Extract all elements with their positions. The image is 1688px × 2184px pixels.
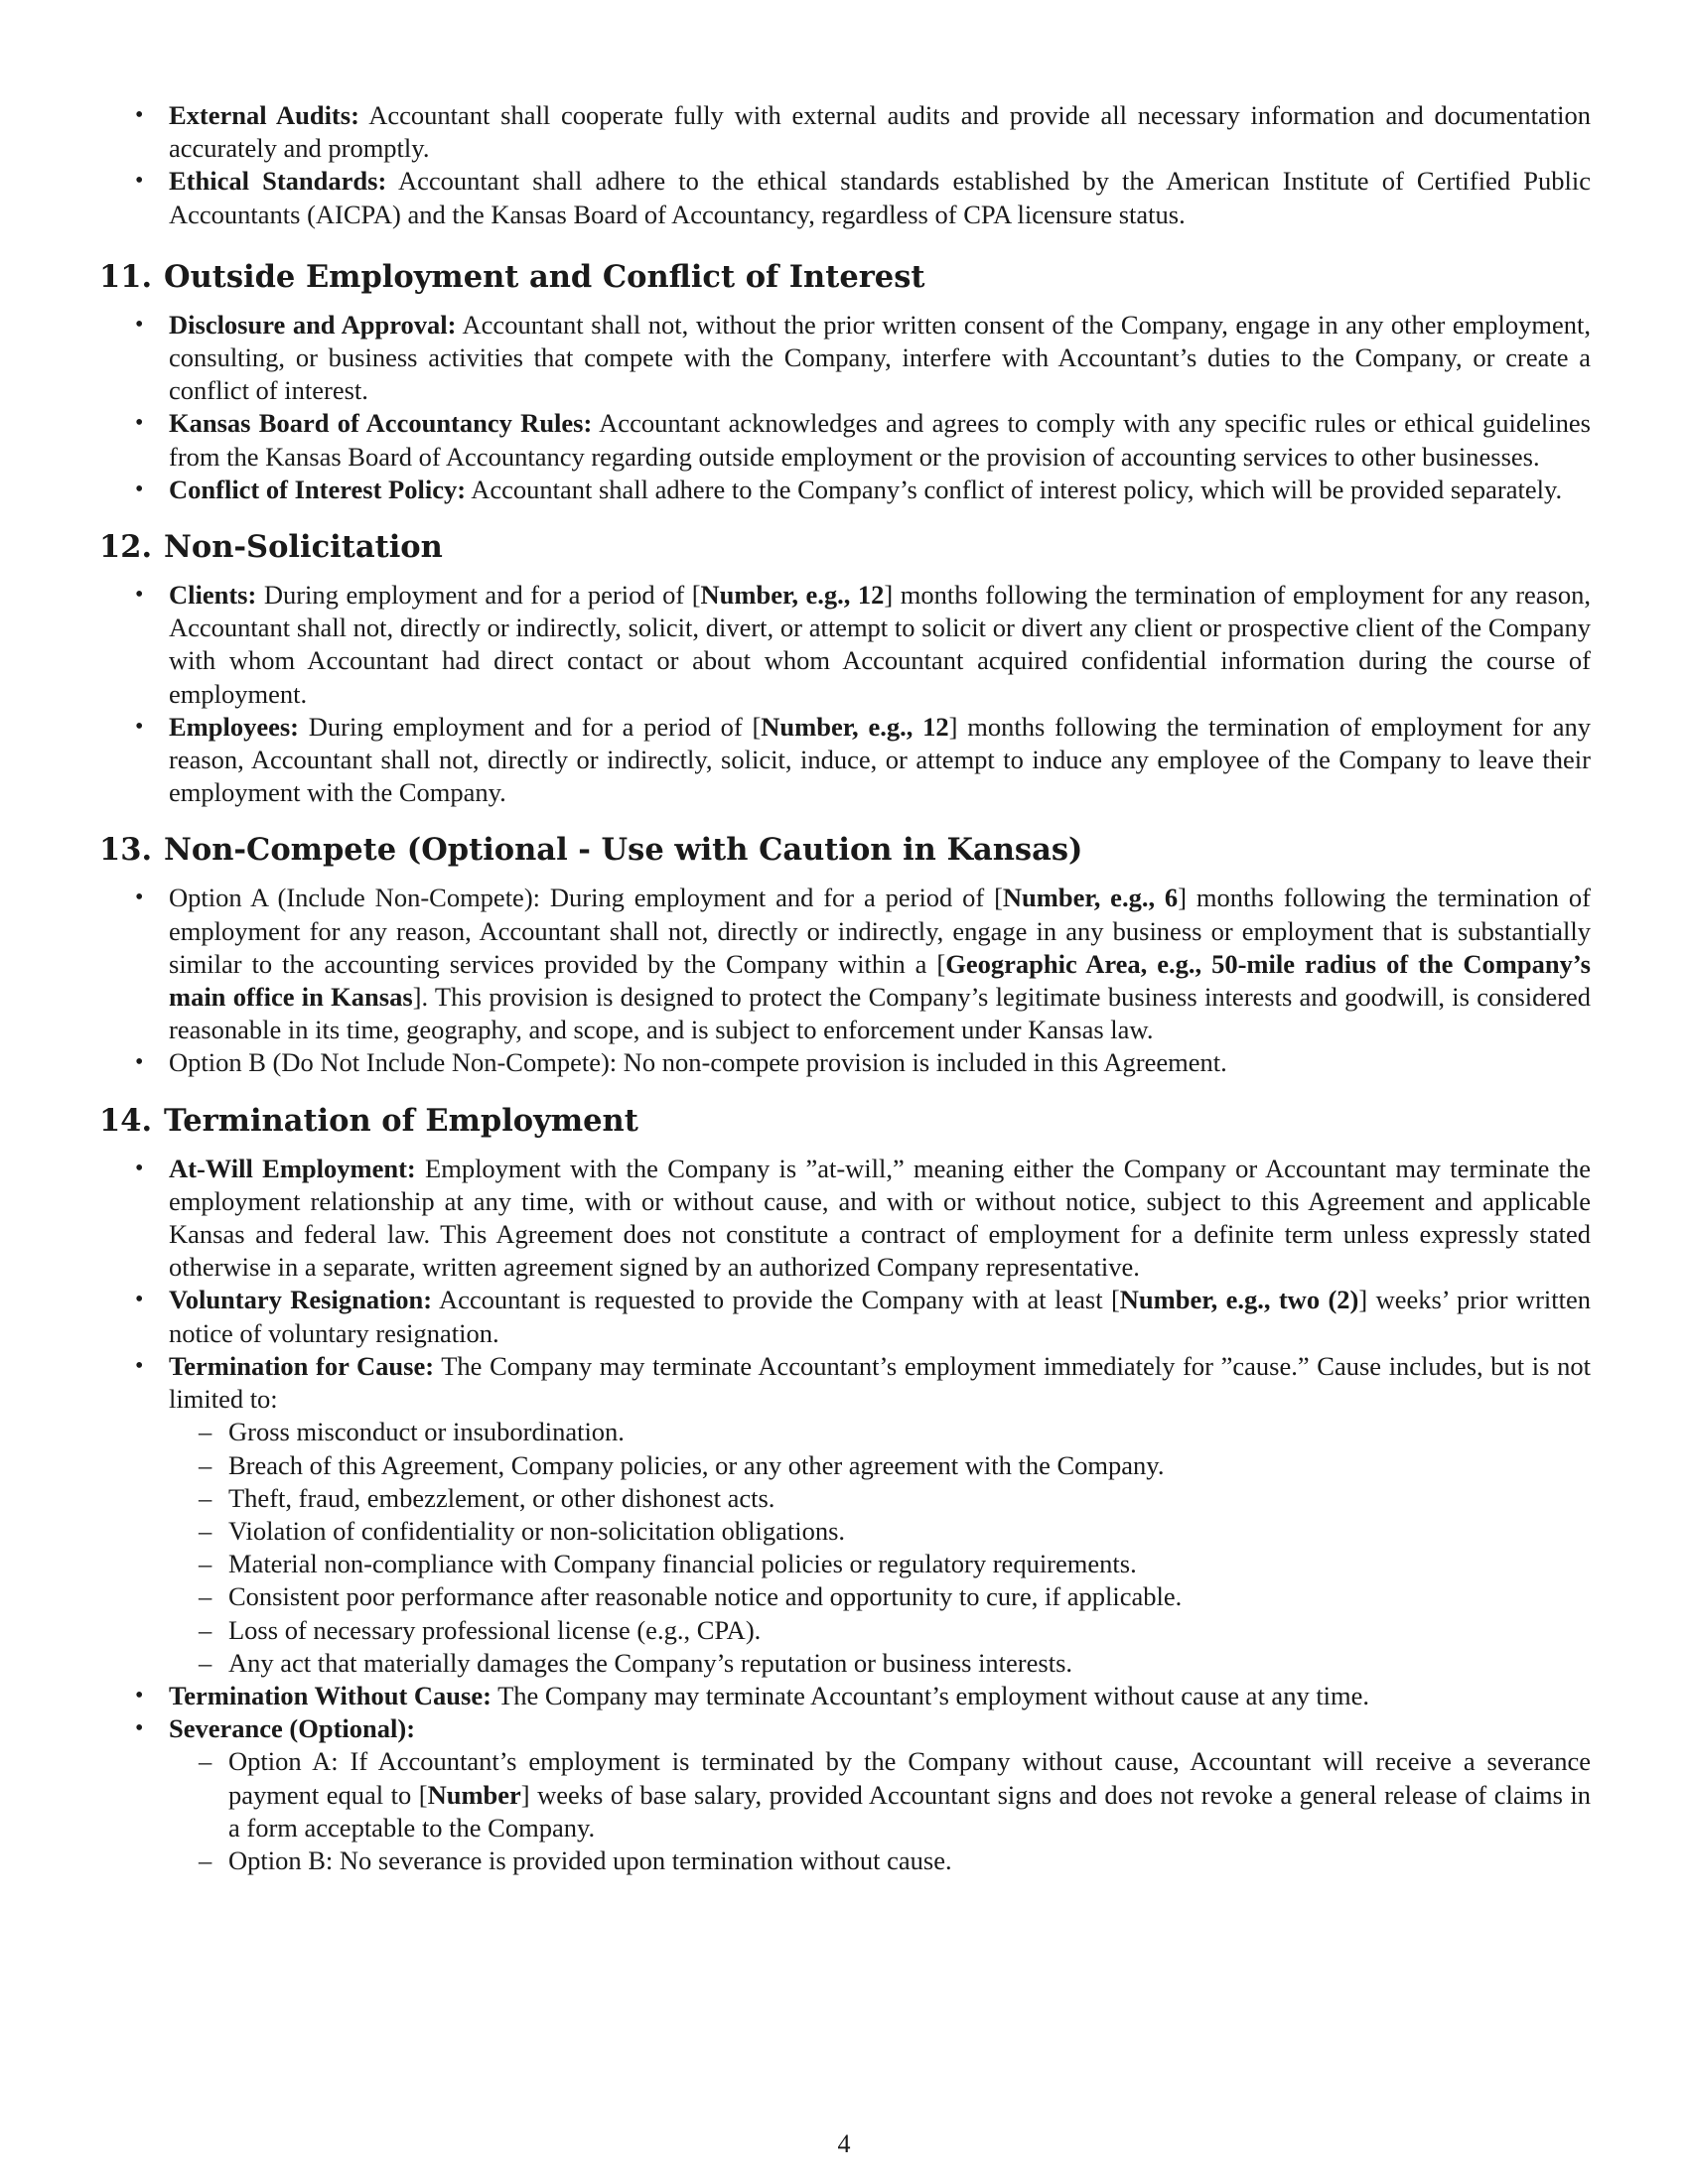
list-item: • Option A (Include Non-Compete): During employment and for a period of [Number, e.g., 6] months following the termination of employment for any reason, Accountant shall not, directly or indirectly, engage in any business or employment that is substantially similar to the accounting services provided by the Company within a [Geographic Area, e.g., 50-mile radius of the Company’s main office in Kansas]. This provision is designed to protect the Company’s legitimate business interests and goodwill, is considered reasonable in its time, geography, and scope, and is subject to enforcement under Kansas law. <box>99 882 1591 1046</box>
section-12 <box>99 527 1591 567</box>
list-item: • At-Will Employment: Employment with the Company is ”at-will,” meaning either the Company or Accountant may terminate the employment relationship at any time, with or without cause, and with or without notice, subject to this Agreement and applicable Kansas and federal law. This Agreement does not constitute a contract of employment for a definite term unless expressly stated otherwise in a separate, written agreement signed by an authorized Company representative. <box>99 1153 1591 1285</box>
section-12-list <box>99 579 1591 809</box>
section-14 <box>99 1101 1591 1141</box>
section-heading: 14. Termination of Employment <box>99 1102 638 1139</box>
list-item: • Ethical Standards: Accountant shall adhere to the ethical standards established by the American Institute of Certified Public Accountants (AICPA) and the Kansas Board of Accountancy, regardless of CPA licensure status. <box>99 165 1591 230</box>
intro-list <box>99 99 1591 231</box>
sub-list-item: – Gross misconduct or insubordination. <box>99 1416 1591 1448</box>
list-item: • Voluntary Resignation: Accountant is requested to provide the Company with at least [Number, e.g., two (2)] weeks’ prior written notice of voluntary resignation. <box>99 1284 1591 1349</box>
sub-list-item: – Loss of necessary professional license (e.g., CPA). <box>99 1614 1591 1647</box>
list-item: • Termination Without Cause: The Company may terminate Accountant’s employment without cause at any time. <box>99 1680 1591 1712</box>
sub-list-item: – Theft, fraud, embezzlement, or other dishonest acts. <box>99 1482 1591 1515</box>
list-item: • Kansas Board of Accountancy Rules: Accountant acknowledges and agrees to comply with any specific rules or ethical guidelines from the Kansas Board of Accountancy regarding outside employment or the provision of accounting services to other businesses. <box>99 407 1591 473</box>
list-item: • Option B (Do Not Include Non-Compete): No non-compete provision is included in this Agreement. <box>99 1046 1591 1079</box>
section-13 <box>99 830 1591 870</box>
section-heading: 11. Outside Employment and Conflict of Interest <box>99 258 925 295</box>
section-13-list <box>99 882 1591 1079</box>
document-page <box>99 99 1591 1877</box>
list-item: • Termination for Cause: The Company may terminate Accountant’s employment immediately for ”cause.” Cause includes, but is not limited to: <box>99 1350 1591 1416</box>
section-heading: 13. Non-Compete (Optional - Use with Caution in Kansas) <box>99 832 1083 869</box>
section-14-list <box>99 1153 1591 1877</box>
page-number: 4 <box>837 2129 851 2158</box>
section-11 <box>99 257 1591 297</box>
sub-list-item: – Breach of this Agreement, Company policies, or any other agreement with the Company. <box>99 1449 1591 1482</box>
list-item: • Employees: During employment and for a period of [Number, e.g., 12] months following the termination of employment for any reason, Accountant shall not, directly or indirectly, solicit, induce, or attempt to induce any employee of the Company to leave their employment with the Company. <box>99 711 1591 810</box>
list-item: • External Audits: Accountant shall cooperate fully with external audits and provide all necessary information and documentation accurately and promptly. <box>99 99 1591 165</box>
sub-list-item: – Material non-compliance with Company financial policies or regulatory requirements. <box>99 1548 1591 1580</box>
sub-list-item: – Consistent poor performance after reasonable notice and opportunity to cure, if applicable. <box>99 1580 1591 1613</box>
section-heading: 12. Non-Solicitation <box>99 529 443 566</box>
sub-list-item: – Violation of confidentiality or non-solicitation obligations. <box>99 1515 1591 1548</box>
list-item: • Conflict of Interest Policy: Accountant shall adhere to the Company’s conflict of interest policy, which will be provided separately. <box>99 474 1591 506</box>
sub-list-item: – Option B: No severance is provided upon termination without cause. <box>99 1844 1591 1877</box>
section-11-list <box>99 309 1591 506</box>
list-item: • Clients: During employment and for a period of [Number, e.g., 12] months following the termination of employment for any reason, Accountant shall not, directly or indirectly, solicit, divert, or attempt to solicit or divert any client or prospective client of the Company with whom Accountant had direct contact or about whom Accountant acquired confidential information during the course of employment. <box>99 579 1591 711</box>
list-item: • Disclosure and Approval: Accountant shall not, without the prior written consent of the Company, engage in any other employment, consulting, or business activities that compete with the Company, interfere with Accountant’s duties to the Company, or create a conflict of interest. <box>99 309 1591 408</box>
sub-list-item: – Any act that materially damages the Company’s reputation or business interests. <box>99 1647 1591 1680</box>
sub-list-item: – Option A: If Accountant’s employment is terminated by the Company without cause, Accountant will receive a severance payment equal to [Number] weeks of base salary, provided Accountant signs and does not revoke a general release of claims in a form acceptable to the Company. <box>99 1745 1591 1844</box>
list-item: • Severance (Optional): <box>99 1712 1591 1745</box>
